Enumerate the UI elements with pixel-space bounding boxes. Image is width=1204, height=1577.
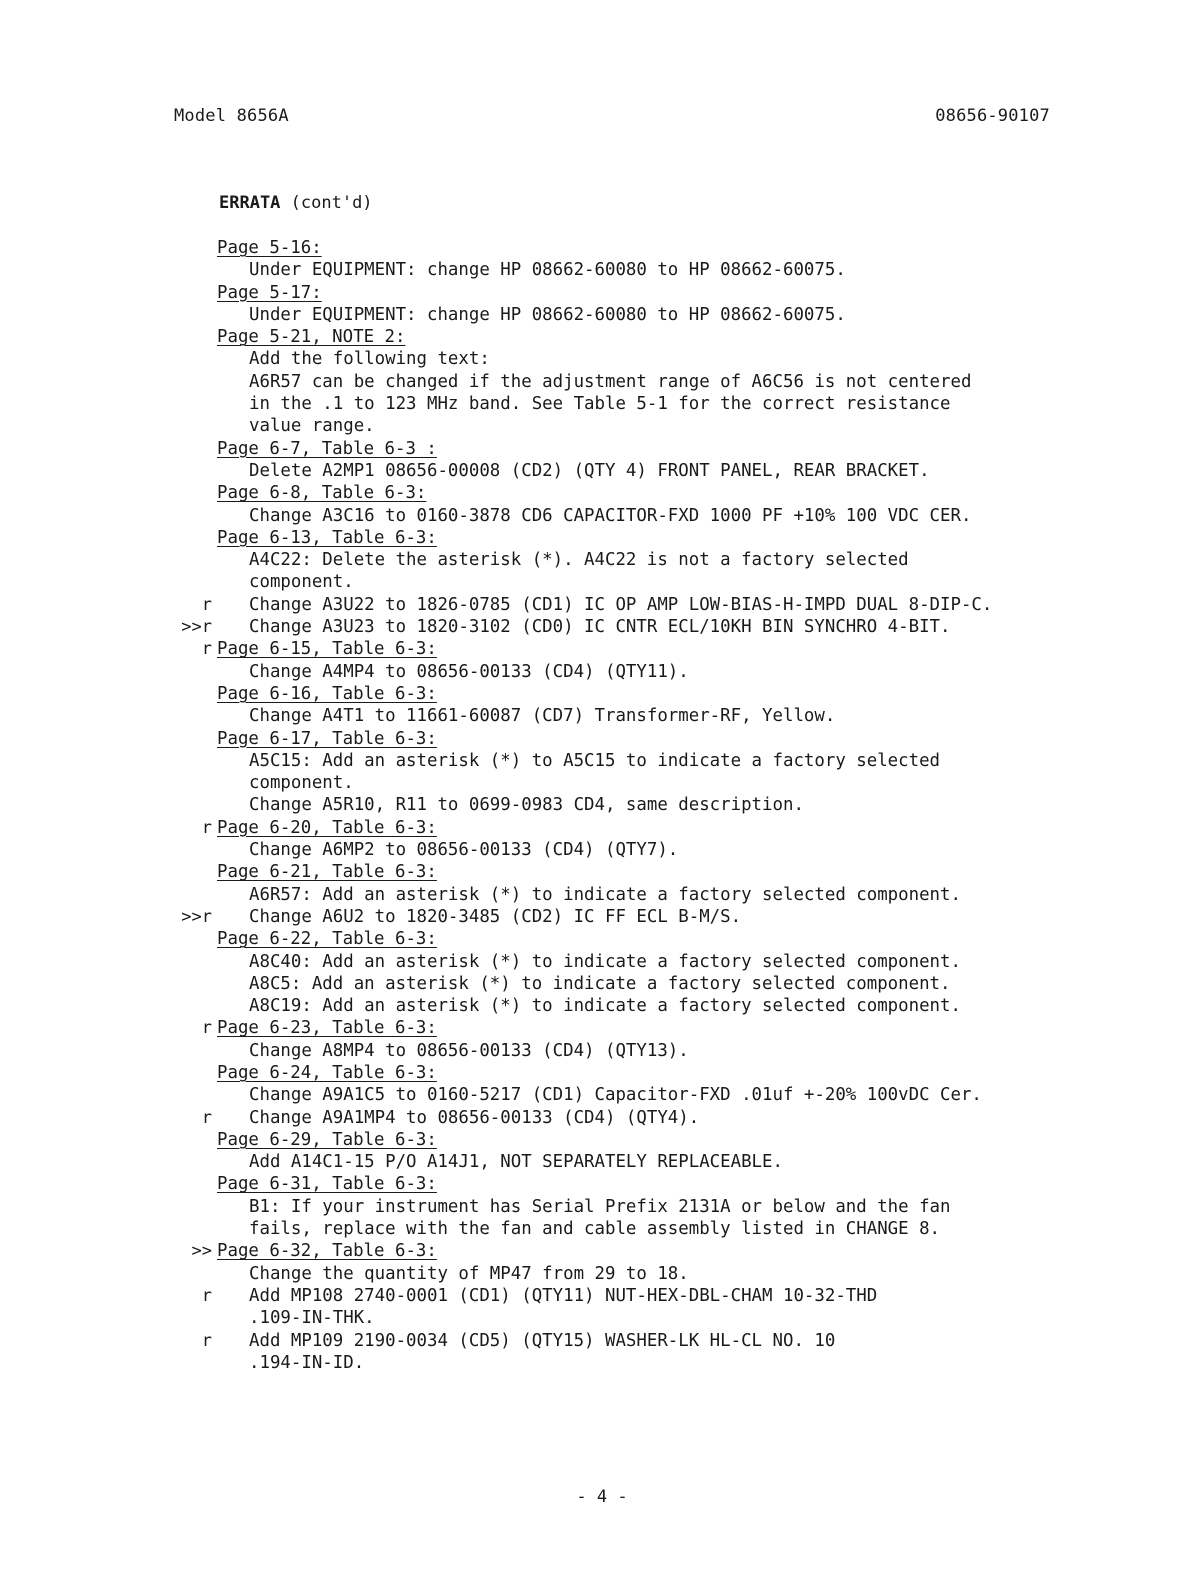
errata-text: Add A14C1-15 P/O A14J1, NOT SEPARATELY REPLACEABLE. (249, 1152, 783, 1173)
page-reference-line (0, 282, 1204, 304)
errata-text: .194-IN-ID. (249, 1352, 365, 1373)
page-reference-line (0, 928, 1204, 950)
errata-line (0, 1218, 1204, 1240)
page-reference: Page 6-20, Table 6-3: (217, 817, 437, 838)
errata-text: A5C15: Add an asterisk (*) to A5C15 to indicate a factory selected (249, 750, 941, 771)
page-reference: Page 5-21, NOTE 2: (217, 327, 406, 348)
errata-text: Change A9A1C5 to 0160-5217 (CD1) Capacitor-FXD .01uf +-20% 100vDC Cer. (249, 1085, 982, 1106)
errata-list (0, 237, 1204, 1374)
errata-text: Add the following text: (249, 349, 490, 370)
errata-line (0, 393, 1204, 415)
errata-line (0, 348, 1204, 370)
revision-mark: r (201, 1330, 212, 1351)
page-reference-line (0, 1017, 1204, 1039)
page-reference: Page 6-16, Table 6-3: (217, 683, 437, 704)
errata-line (0, 549, 1204, 571)
page-reference: Page 6-17, Table 6-3: (217, 728, 437, 749)
errata-text: Change A3C16 to 0160-3878 CD6 CAPACITOR-FXD 1000 PF +10% 100 VDC CER. (249, 505, 972, 526)
errata-line (0, 750, 1204, 772)
page-reference: Page 6-24, Table 6-3: (217, 1062, 437, 1083)
page-reference: Page 5-17: (217, 282, 322, 303)
errata-text: Change the quantity of MP47 from 29 to 18. (249, 1263, 689, 1284)
revision-mark: r (201, 1018, 212, 1039)
section-heading (219, 193, 373, 213)
page-reference-line (0, 728, 1204, 750)
errata-text: component. (249, 572, 354, 593)
errata-text: Add MP108 2740-0001 (CD1) (QTY11) NUT-HEX-DBL-CHAM 10-32-THD (249, 1285, 878, 1306)
errata-text: Add MP109 2190-0034 (CD5) (QTY15) WASHER-LK HL-CL NO. 10 (249, 1330, 836, 1351)
errata-text: Delete A2MP1 08656-00008 (CD2) (QTY 4) FRONT PANEL, REAR BRACKET. (249, 460, 930, 481)
page-reference-line (0, 237, 1204, 259)
errata-text: Change A4MP4 to 08656-00133 (CD4) (QTY11). (249, 661, 689, 682)
page-reference: Page 6-15, Table 6-3: (217, 639, 437, 660)
page-reference: Page 6-22, Table 6-3: (217, 929, 437, 950)
page-reference-line (0, 861, 1204, 883)
revision-mark: >> (191, 1241, 212, 1262)
errata-line (0, 571, 1204, 593)
page-reference-line (0, 683, 1204, 705)
errata-text: B1: If your instrument has Serial Prefix 2131A or below and the fan (249, 1196, 951, 1217)
errata-text: Change A6MP2 to 08656-00133 (CD4) (QTY7). (249, 840, 679, 861)
errata-line (0, 1084, 1204, 1106)
errata-text: A8C19: Add an asterisk (*) to indicate a factory selected component. (249, 996, 961, 1017)
errata-line (0, 616, 1204, 638)
errata-text: value range. (249, 416, 375, 437)
errata-text: Change A6U2 to 1820-3485 (CD2) IC FF ECL B-M/S. (249, 906, 742, 927)
errata-line (0, 505, 1204, 527)
page-reference-line (0, 1129, 1204, 1151)
errata-line (0, 995, 1204, 1017)
revision-mark: >>r (181, 906, 212, 927)
errata-text: Change A3U23 to 1820-3102 (CD0) IC CNTR ECL/10KH BIN SYNCHRO 4-BIT. (249, 617, 951, 638)
errata-line (0, 1263, 1204, 1285)
errata-line (0, 951, 1204, 973)
errata-line (0, 1107, 1204, 1129)
page-reference: Page 6-7, Table 6-3 : (217, 438, 437, 459)
page-reference: Page 5-16: (217, 238, 322, 258)
page-number: - 4 - (576, 1487, 628, 1507)
errata-line (0, 1330, 1204, 1352)
errata-text: A8C40: Add an asterisk (*) to indicate a factory selected component. (249, 951, 961, 972)
page-reference: Page 6-13, Table 6-3: (217, 527, 437, 548)
errata-line (0, 415, 1204, 437)
errata-line (0, 1352, 1204, 1374)
errata-text: Under EQUIPMENT: change HP 08662-60080 to HP 08662-60075. (249, 304, 846, 325)
errata-line (0, 259, 1204, 281)
errata-line (0, 906, 1204, 928)
errata-text: A6R57: Add an asterisk (*) to indicate a factory selected component. (249, 884, 961, 905)
page-reference-line (0, 817, 1204, 839)
errata-line (0, 973, 1204, 995)
errata-line (0, 1285, 1204, 1307)
page-reference-line (0, 527, 1204, 549)
heading-suffix: (cont'd) (280, 193, 373, 213)
errata-text: Under EQUIPMENT: change HP 08662-60080 to HP 08662-60075. (249, 260, 846, 281)
page-reference: Page 6-31, Table 6-3: (217, 1174, 437, 1195)
page-reference-line (0, 638, 1204, 660)
page-reference: Page 6-23, Table 6-3: (217, 1018, 437, 1039)
errata-text: fails, replace with the fan and cable assembly listed in CHANGE 8. (249, 1219, 941, 1240)
errata-text: Change A5R10, R11 to 0699-0983 CD4, same description. (249, 795, 804, 816)
errata-text: Change A8MP4 to 08656-00133 (CD4) (QTY13). (249, 1040, 689, 1061)
errata-text: Change A4T1 to 11661-60087 (CD7) Transformer-RF, Yellow. (249, 706, 836, 727)
page-reference-line (0, 438, 1204, 460)
errata-line (0, 371, 1204, 393)
heading-title: ERRATA (219, 193, 281, 213)
errata-line (0, 661, 1204, 683)
errata-line (0, 594, 1204, 616)
page-reference-line (0, 1173, 1204, 1195)
revision-mark: r (201, 1107, 212, 1128)
errata-line (0, 794, 1204, 816)
errata-text: A6R57 can be changed if the adjustment range of A6C56 is not centered (249, 371, 972, 392)
revision-mark: >>r (181, 617, 212, 638)
errata-line (0, 1040, 1204, 1062)
errata-text: component. (249, 773, 354, 794)
page-reference-line (0, 1240, 1204, 1262)
page-reference: Page 6-21, Table 6-3: (217, 862, 437, 883)
page-reference-line (0, 326, 1204, 348)
errata-line (0, 705, 1204, 727)
errata-line (0, 304, 1204, 326)
header-part-number: 08656-90107 (935, 106, 1050, 126)
errata-text: Change A9A1MP4 to 08656-00133 (CD4) (QTY4). (249, 1107, 700, 1128)
errata-line (0, 772, 1204, 794)
revision-mark: r (201, 817, 212, 838)
revision-mark: r (201, 594, 212, 615)
errata-line (0, 839, 1204, 861)
errata-text: .109-IN-THK. (249, 1308, 375, 1329)
revision-mark: r (201, 1285, 212, 1306)
errata-line (0, 1307, 1204, 1329)
errata-line (0, 1151, 1204, 1173)
errata-line (0, 460, 1204, 482)
page-reference-line (0, 1062, 1204, 1084)
errata-text: A4C22: Delete the asterisk (*). A4C22 is not a factory selected (249, 550, 909, 571)
errata-line (0, 884, 1204, 906)
page-reference: Page 6-29, Table 6-3: (217, 1129, 437, 1150)
revision-mark: r (201, 639, 212, 660)
page-reference: Page 6-8, Table 6-3: (217, 483, 427, 504)
header-model: Model 8656A (174, 106, 289, 126)
errata-text: A8C5: Add an asterisk (*) to indicate a factory selected component. (249, 973, 951, 994)
errata-text: in the .1 to 123 MHz band. See Table 5-1 for the correct resistance (249, 394, 951, 415)
errata-text: Change A3U22 to 1826-0785 (CD1) IC OP AMP LOW-BIAS-H-IMPD DUAL 8-DIP-C. (249, 594, 993, 615)
page-reference: Page 6-32, Table 6-3: (217, 1241, 437, 1262)
page-reference-line (0, 482, 1204, 504)
errata-line (0, 1196, 1204, 1218)
